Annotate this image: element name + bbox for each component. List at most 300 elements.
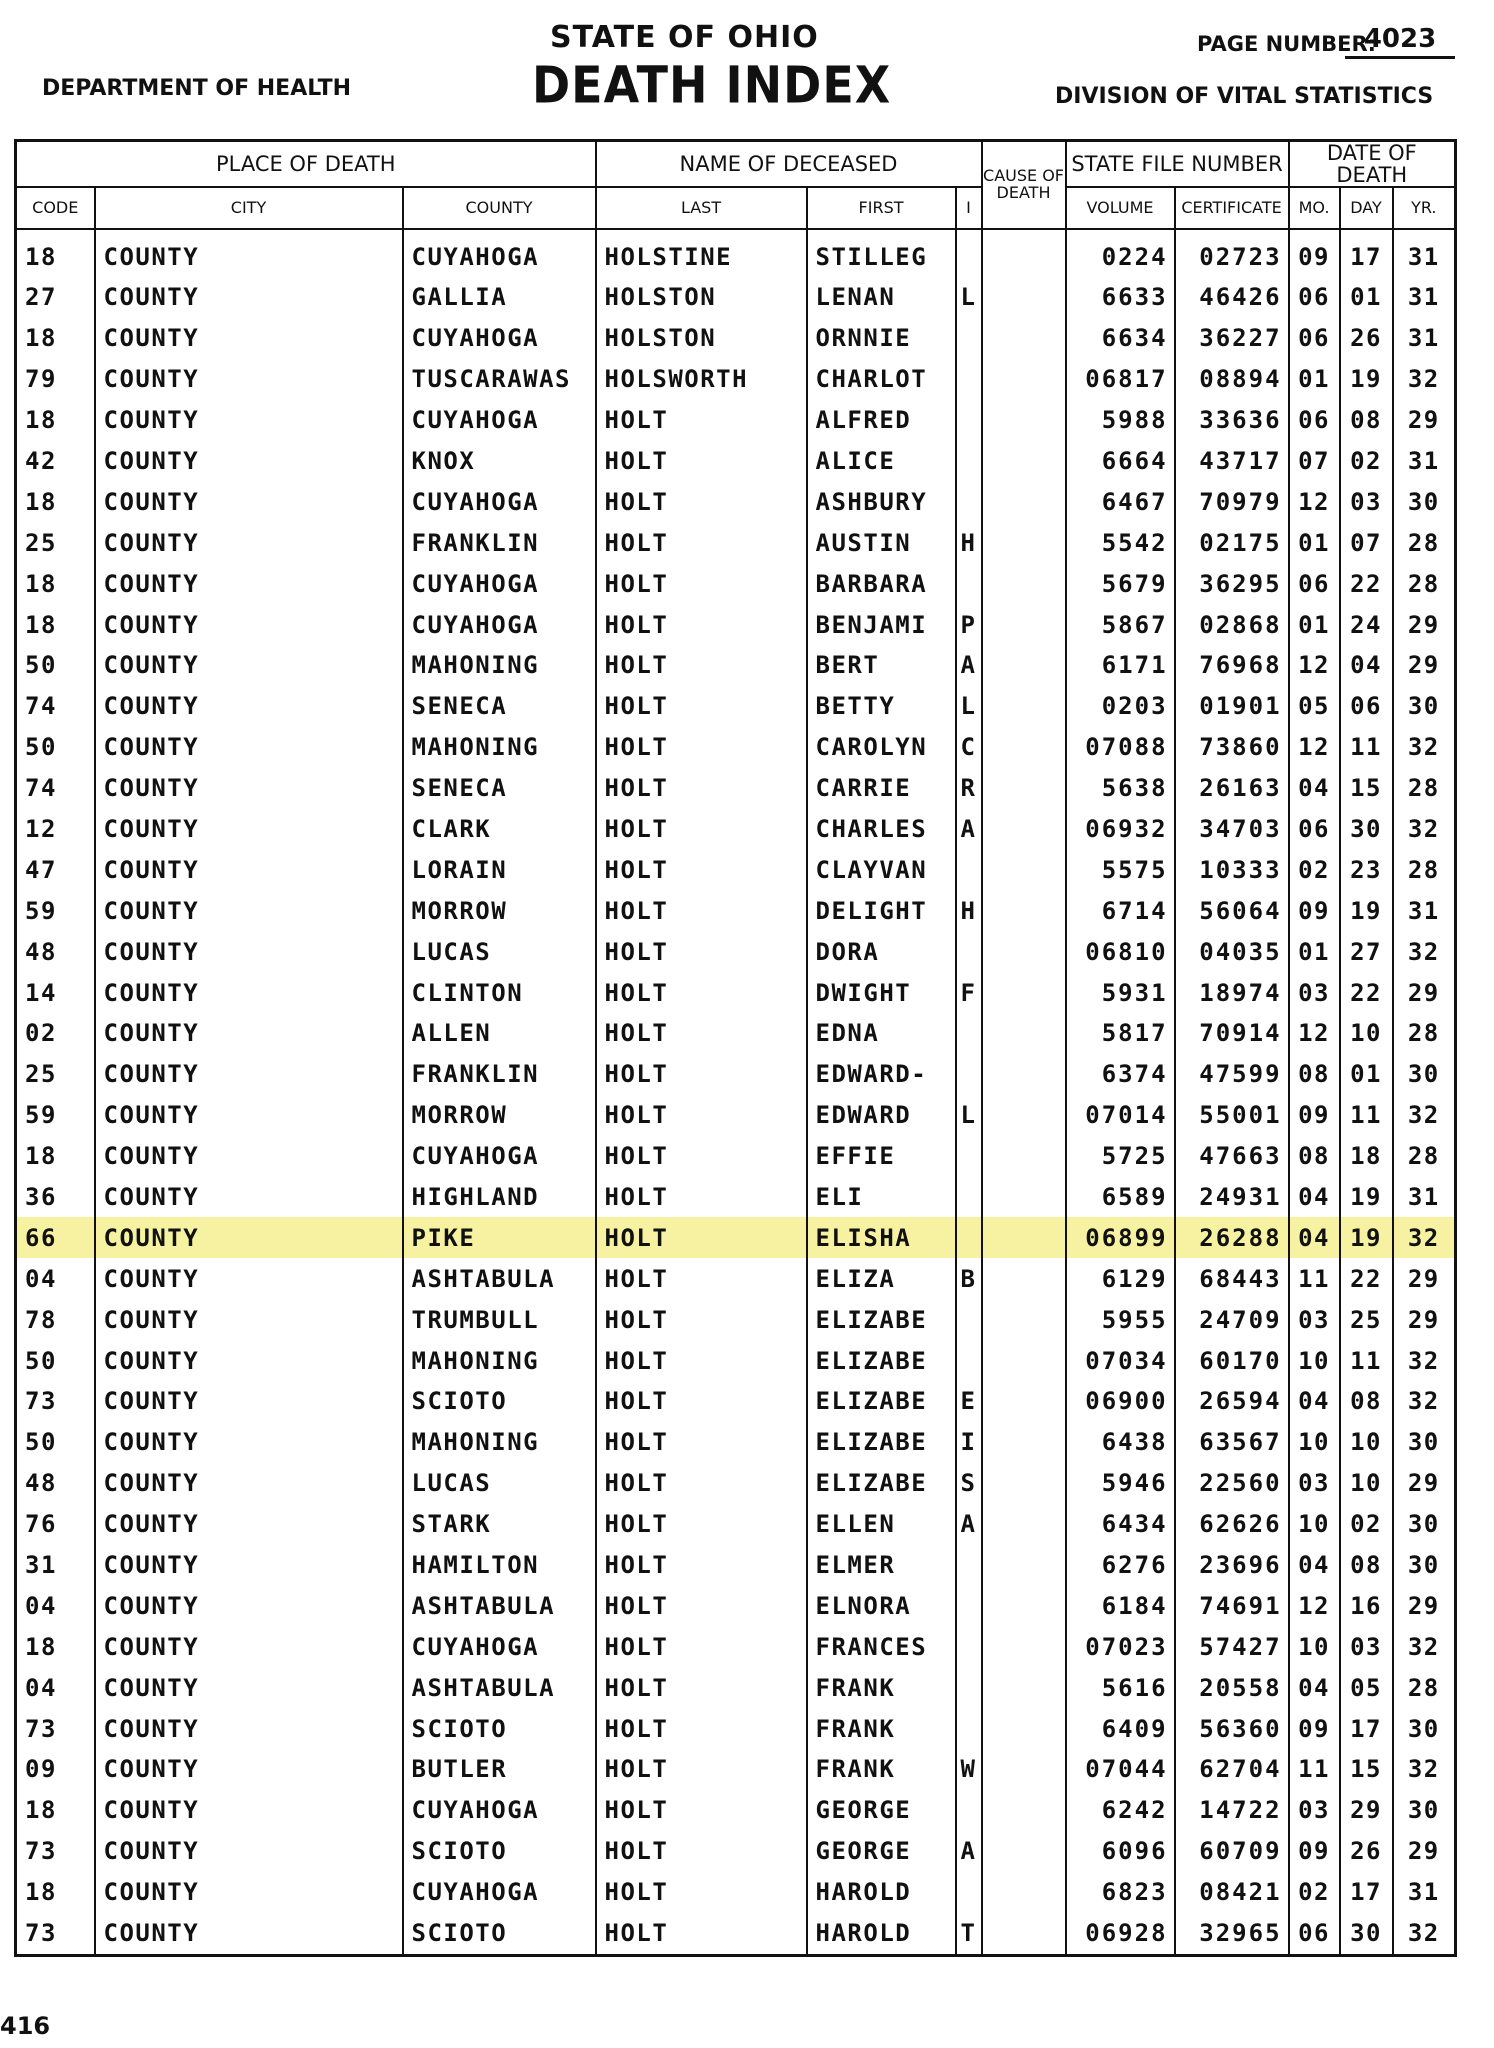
month-cell: 02 [1289,849,1340,890]
initial-cell [956,1708,982,1749]
month-cell: 12 [1289,1013,1340,1054]
first-name-cell: FRANK [807,1749,956,1790]
county-cell: CUYAHOGA [403,229,596,277]
last-name-cell: HOLSTON [596,318,807,359]
year-cell: 30 [1393,1054,1456,1095]
volume-cell: 6823 [1066,1872,1175,1913]
volume-cell: 6096 [1066,1831,1175,1872]
day-cell: 25 [1340,1299,1393,1340]
certificate-cell: 36227 [1175,318,1289,359]
year-cell: 31 [1393,277,1456,318]
volume-cell: 6374 [1066,1054,1175,1095]
table-row [16,1667,1456,1708]
day-cell: 15 [1340,768,1393,809]
first-name-cell: LENAN [807,277,956,318]
code-cell: 25 [16,1054,95,1095]
day-cell: 19 [1340,1217,1393,1258]
county-cell: MORROW [403,1095,596,1136]
certificate-cell: 18974 [1175,972,1289,1013]
code-header: CODE [16,187,95,229]
initial-cell [956,229,982,277]
day-cell: 05 [1340,1667,1393,1708]
month-cell: 03 [1289,1790,1340,1831]
last-header: LAST [596,187,807,229]
table-row [16,1913,1456,1955]
city-cell: COUNTY [95,727,403,768]
volume-cell: 06817 [1066,359,1175,400]
city-cell: COUNTY [95,318,403,359]
certificate-cell: 70979 [1175,481,1289,522]
table-row [16,1708,1456,1749]
code-cell: 18 [16,563,95,604]
initial-cell: T [956,1913,982,1955]
last-name-cell: HOLT [596,1831,807,1872]
year-cell: 31 [1393,890,1456,931]
code-cell: 50 [16,645,95,686]
county-cell: HIGHLAND [403,1177,596,1218]
table-row [16,890,1456,931]
table-row [16,318,1456,359]
table-row [16,768,1456,809]
month-cell: 03 [1289,1299,1340,1340]
day-cell: 27 [1340,931,1393,972]
code-cell: 18 [16,229,95,277]
state-file-number-header: STATE FILE NUMBER [1066,141,1289,188]
cause-cell [982,1504,1066,1545]
cause-cell [982,229,1066,277]
certificate-cell: 60709 [1175,1831,1289,1872]
cause-cell [982,645,1066,686]
county-cell: FRANKLIN [403,522,596,563]
last-name-cell: HOLT [596,1708,807,1749]
state-heading: STATE OF OHIO [550,20,819,55]
certificate-cell: 68443 [1175,1258,1289,1299]
year-cell: 32 [1393,1095,1456,1136]
month-cell: 09 [1289,229,1340,277]
county-cell: MAHONING [403,1340,596,1381]
year-cell: 28 [1393,768,1456,809]
year-cell: 28 [1393,1136,1456,1177]
day-cell: 11 [1340,1095,1393,1136]
code-cell: 18 [16,1626,95,1667]
page-title: DEATH INDEX [532,55,892,115]
cause-cell [982,849,1066,890]
first-name-cell: ASHBURY [807,481,956,522]
initial-cell [956,441,982,482]
certificate-cell: 60170 [1175,1340,1289,1381]
cause-cell [982,1872,1066,1913]
initial-cell [956,849,982,890]
code-cell: 18 [16,400,95,441]
year-cell: 32 [1393,1626,1456,1667]
city-cell: COUNTY [95,1177,403,1218]
table-row [16,931,1456,972]
day-cell: 22 [1340,1258,1393,1299]
first-name-cell: ALICE [807,441,956,482]
first-name-cell: GEORGE [807,1790,956,1831]
code-cell: 12 [16,809,95,850]
county-cell: GALLIA [403,277,596,318]
last-name-cell: HOLT [596,931,807,972]
city-cell: COUNTY [95,277,403,318]
first-name-cell: FRANCES [807,1626,956,1667]
code-cell: 02 [16,1013,95,1054]
month-cell: 09 [1289,890,1340,931]
initial-cell [956,1340,982,1381]
table-row [16,563,1456,604]
table-row [16,1749,1456,1790]
table-row [16,1340,1456,1381]
city-cell: COUNTY [95,1299,403,1340]
table-row [16,1463,1456,1504]
first-name-cell: DELIGHT [807,890,956,931]
certificate-cell: 76968 [1175,645,1289,686]
city-cell: COUNTY [95,1708,403,1749]
certificate-cell: 32965 [1175,1913,1289,1955]
county-cell: SCIOTO [403,1381,596,1422]
cause-cell [982,1217,1066,1258]
first-name-cell: CHARLOT [807,359,956,400]
day-cell: 10 [1340,1463,1393,1504]
volume-cell: 06899 [1066,1217,1175,1258]
table-row [16,1136,1456,1177]
code-cell: 18 [16,1790,95,1831]
first-name-cell: ELNORA [807,1585,956,1626]
initial-cell [956,1177,982,1218]
last-name-cell: HOLT [596,1381,807,1422]
volume-cell: 5946 [1066,1463,1175,1504]
volume-cell: 5575 [1066,849,1175,890]
initial-cell: B [956,1258,982,1299]
day-cell: 17 [1340,229,1393,277]
last-name-cell: HOLT [596,1913,807,1955]
table-row [16,1504,1456,1545]
county-cell: CUYAHOGA [403,400,596,441]
cause-cell [982,1054,1066,1095]
cause-cell [982,1013,1066,1054]
year-cell: 32 [1393,809,1456,850]
initial-cell: R [956,768,982,809]
initial-cell [956,1299,982,1340]
code-cell: 18 [16,318,95,359]
first-name-cell: ELIZA [807,1258,956,1299]
month-cell: 08 [1289,1136,1340,1177]
first-name-cell: HAROLD [807,1913,956,1955]
certificate-cell: 73860 [1175,727,1289,768]
year-cell: 29 [1393,1299,1456,1340]
month-cell: 03 [1289,972,1340,1013]
county-cell: HAMILTON [403,1545,596,1586]
month-cell: 12 [1289,645,1340,686]
day-cell: 08 [1340,400,1393,441]
certificate-cell: 08894 [1175,359,1289,400]
code-cell: 18 [16,1136,95,1177]
certificate-cell: 04035 [1175,931,1289,972]
initial-cell [956,1626,982,1667]
first-name-cell: BETTY [807,686,956,727]
county-cell: TUSCARAWAS [403,359,596,400]
table-row [16,727,1456,768]
county-cell: CLARK [403,809,596,850]
cause-cell [982,727,1066,768]
last-name-cell: HOLT [596,849,807,890]
city-cell: COUNTY [95,931,403,972]
table-row [16,849,1456,890]
county-cell: ASHTABULA [403,1585,596,1626]
cause-cell [982,481,1066,522]
month-cell: 11 [1289,1258,1340,1299]
volume-cell: 0224 [1066,229,1175,277]
volume-cell: 6434 [1066,1504,1175,1545]
last-name-cell: HOLT [596,441,807,482]
certificate-cell: 26288 [1175,1217,1289,1258]
month-cell: 04 [1289,1217,1340,1258]
code-cell: 73 [16,1381,95,1422]
year-cell: 29 [1393,1831,1456,1872]
initial-cell: S [956,1463,982,1504]
year-cell: 29 [1393,1258,1456,1299]
cause-cell [982,686,1066,727]
cause-cell [982,1790,1066,1831]
month-cell: 04 [1289,1667,1340,1708]
city-cell: COUNTY [95,686,403,727]
day-cell: 01 [1340,1054,1393,1095]
cause-cell [982,1381,1066,1422]
code-cell: 48 [16,1463,95,1504]
volume-cell: 06810 [1066,931,1175,972]
city-cell: COUNTY [95,1463,403,1504]
last-name-cell: HOLT [596,1422,807,1463]
last-name-cell: HOLT [596,563,807,604]
day-cell: 26 [1340,318,1393,359]
code-cell: 59 [16,1095,95,1136]
initial-cell: L [956,1095,982,1136]
volume-cell: 07088 [1066,727,1175,768]
county-cell: MAHONING [403,1422,596,1463]
code-cell: 66 [16,1217,95,1258]
initial-cell: L [956,686,982,727]
county-cell: FRANKLIN [403,1054,596,1095]
year-cell: 32 [1393,1381,1456,1422]
day-cell: 08 [1340,1545,1393,1586]
city-cell: COUNTY [95,1340,403,1381]
county-cell: CUYAHOGA [403,604,596,645]
month-cell: 01 [1289,604,1340,645]
last-name-cell: HOLT [596,1258,807,1299]
last-name-cell: HOLT [596,1299,807,1340]
cause-cell [982,972,1066,1013]
city-cell: COUNTY [95,1504,403,1545]
last-name-cell: HOLT [596,604,807,645]
county-header: COUNTY [403,187,596,229]
county-cell: SCIOTO [403,1708,596,1749]
county-cell: CUYAHOGA [403,1626,596,1667]
volume-cell: 6276 [1066,1545,1175,1586]
last-name-cell: HOLT [596,727,807,768]
table-row [16,1626,1456,1667]
first-name-cell: GEORGE [807,1831,956,1872]
table-row [16,1585,1456,1626]
certificate-cell: 47599 [1175,1054,1289,1095]
year-cell: 32 [1393,1749,1456,1790]
year-cell: 30 [1393,1790,1456,1831]
volume-cell: 6184 [1066,1585,1175,1626]
year-cell: 30 [1393,481,1456,522]
initial-cell [956,1013,982,1054]
place-of-death-header: PLACE OF DEATH [16,141,596,188]
code-cell: 18 [16,481,95,522]
volume-cell: 0203 [1066,686,1175,727]
department-label: DEPARTMENT OF HEALTH [42,76,352,101]
city-cell: COUNTY [95,972,403,1013]
cause-cell [982,1831,1066,1872]
city-cell: COUNTY [95,441,403,482]
volume-cell: 6242 [1066,1790,1175,1831]
code-cell: 25 [16,522,95,563]
county-cell: SCIOTO [403,1831,596,1872]
code-cell: 73 [16,1708,95,1749]
last-name-cell: HOLT [596,890,807,931]
month-cell: 06 [1289,1913,1340,1955]
month-cell: 11 [1289,1749,1340,1790]
cause-cell [982,1913,1066,1955]
table-row [16,1545,1456,1586]
month-cell: 02 [1289,1872,1340,1913]
initial-cell: P [956,604,982,645]
day-cell: 19 [1340,359,1393,400]
county-cell: LUCAS [403,1463,596,1504]
certificate-cell: 62704 [1175,1749,1289,1790]
city-cell: COUNTY [95,1258,403,1299]
last-name-cell: HOLSTON [596,277,807,318]
table-row [16,1258,1456,1299]
county-cell: KNOX [403,441,596,482]
county-cell: ALLEN [403,1013,596,1054]
year-cell: 29 [1393,604,1456,645]
last-name-cell: HOLT [596,1872,807,1913]
first-name-cell: DWIGHT [807,972,956,1013]
initial-cell [956,1054,982,1095]
first-name-cell: EDWARD- [807,1054,956,1095]
last-name-cell: HOLT [596,1626,807,1667]
name-of-deceased-header: NAME OF DECEASED [596,141,982,188]
code-cell: 36 [16,1177,95,1218]
first-name-cell: BENJAMI [807,604,956,645]
county-cell: SCIOTO [403,1913,596,1955]
year-cell: 28 [1393,1667,1456,1708]
county-cell: BUTLER [403,1749,596,1790]
first-name-cell: ALFRED [807,400,956,441]
day-cell: 30 [1340,809,1393,850]
county-cell: STARK [403,1504,596,1545]
county-cell: PIKE [403,1217,596,1258]
volume-cell: 06900 [1066,1381,1175,1422]
first-header: FIRST [807,187,956,229]
volume-cell: 6664 [1066,441,1175,482]
day-cell: 17 [1340,1872,1393,1913]
certificate-cell: 26594 [1175,1381,1289,1422]
year-header: YR. [1393,187,1456,229]
year-cell: 31 [1393,441,1456,482]
volume-cell: 5725 [1066,1136,1175,1177]
initial-cell: A [956,809,982,850]
volume-cell: 5542 [1066,522,1175,563]
certificate-cell: 56360 [1175,1708,1289,1749]
initial-cell [956,481,982,522]
county-cell: CUYAHOGA [403,481,596,522]
month-cell: 12 [1289,481,1340,522]
table-row-highlighted [16,1217,1456,1258]
volume-cell: 6589 [1066,1177,1175,1218]
initial-cell [956,359,982,400]
initial-cell: I [956,1422,982,1463]
volume-cell: 6467 [1066,481,1175,522]
cause-cell [982,1177,1066,1218]
table-row [16,604,1456,645]
last-name-cell: HOLT [596,1136,807,1177]
initial-cell [956,400,982,441]
day-cell: 29 [1340,1790,1393,1831]
table-row [16,1299,1456,1340]
initial-cell [956,1217,982,1258]
city-cell: COUNTY [95,1626,403,1667]
certificate-cell: 24931 [1175,1177,1289,1218]
year-cell: 32 [1393,727,1456,768]
city-cell: COUNTY [95,1381,403,1422]
volume-cell: 6129 [1066,1258,1175,1299]
table-row [16,972,1456,1013]
year-cell: 29 [1393,972,1456,1013]
month-cell: 06 [1289,277,1340,318]
last-name-cell: HOLT [596,1667,807,1708]
city-cell: COUNTY [95,1054,403,1095]
city-cell: COUNTY [95,1217,403,1258]
code-cell: 47 [16,849,95,890]
code-cell: 74 [16,768,95,809]
certificate-cell: 63567 [1175,1422,1289,1463]
initial-cell: F [956,972,982,1013]
last-name-cell: HOLT [596,522,807,563]
day-cell: 10 [1340,1013,1393,1054]
first-name-cell: ELMER [807,1545,956,1586]
cause-cell [982,1626,1066,1667]
code-cell: 14 [16,972,95,1013]
code-cell: 18 [16,604,95,645]
volume-header: VOLUME [1066,187,1175,229]
year-cell: 29 [1393,1463,1456,1504]
year-cell: 32 [1393,1340,1456,1381]
day-cell: 18 [1340,1136,1393,1177]
table-row [16,1054,1456,1095]
certificate-cell: 14722 [1175,1790,1289,1831]
month-cell: 04 [1289,1545,1340,1586]
initial-cell [956,1545,982,1586]
table-row [16,1177,1456,1218]
code-cell: 74 [16,686,95,727]
volume-cell: 07034 [1066,1340,1175,1381]
last-name-cell: HOLT [596,481,807,522]
month-cell: 10 [1289,1504,1340,1545]
certificate-header: CERTIFICATE [1175,187,1289,229]
cause-of-death-header: CAUSE OF DEATH [982,141,1066,230]
date-of-death-header: DATE OF DEATH [1289,141,1456,188]
volume-cell: 6409 [1066,1708,1175,1749]
city-header: CITY [95,187,403,229]
certificate-cell: 36295 [1175,563,1289,604]
city-cell: COUNTY [95,604,403,645]
certificate-cell: 43717 [1175,441,1289,482]
initial-cell [956,318,982,359]
